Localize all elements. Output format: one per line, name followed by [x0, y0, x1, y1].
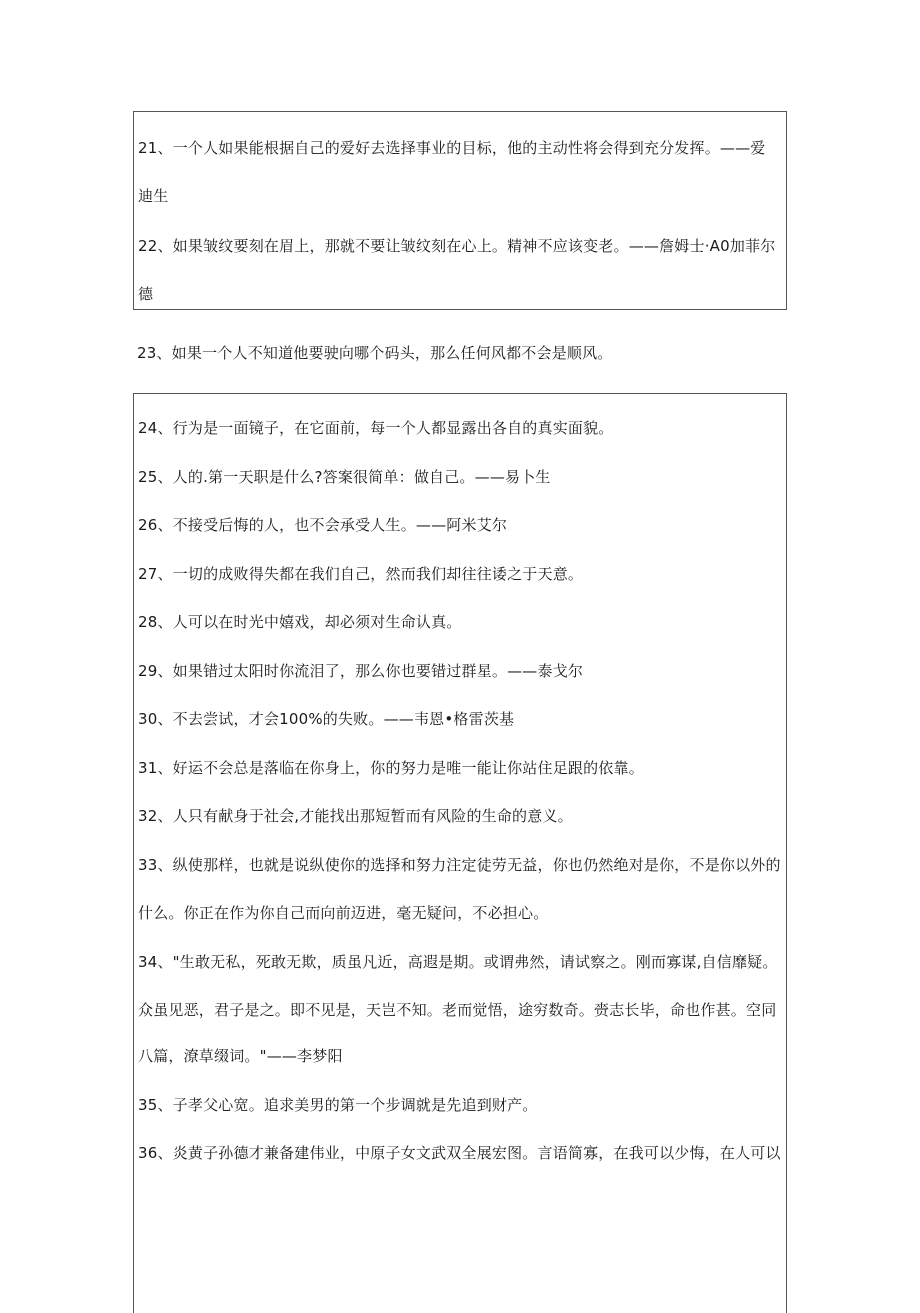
quote-25: 25、人的.第一天职是什么?答案很简单：做自己。——易卜生: [138, 468, 551, 486]
quote-29: 29、如果错过太阳时你流泪了，那么你也要错过群星。——泰戈尔: [138, 662, 584, 680]
quote-26: 26、不接受后悔的人，也不会承受人生。——阿米艾尔: [138, 516, 508, 534]
quote-32: 32、人只有献身于社会,才能找出那短暂而有风险的生命的意义。: [138, 807, 573, 825]
quote-21-line-1: 21、一个人如果能根据自己的爱好去选择事业的目标，他的主动性将会得到充分发挥。——爱: [138, 139, 766, 157]
quote-27: 27、一切的成败得失都在我们自己，然而我们却往往诿之于天意。: [138, 565, 584, 583]
quote-22-line-2: 德: [138, 285, 154, 303]
quote-22-line-1: 22、如果皱纹要刻在眉上，那就不要让皱纹刻在心上。精神不应该变老。——詹姆士·A0加菲尔: [138, 237, 776, 255]
quote-33-line-2: 什么。你正在作为你自己而向前迈进，毫无疑问，不必担心。: [138, 904, 549, 922]
quote-28: 28、人可以在时光中嬉戏，却必须对生命认真。: [138, 613, 462, 631]
quote-21-line-2: 迪生: [138, 187, 169, 205]
quote-34-line-2: 众虽见恶，君子是之。即不见是，天岂不知。老而觉悟，途穷数奇。赍志长毕，命也作甚。空同: [138, 1001, 777, 1019]
quote-34-line-3: 八篇，潦草缀词。"——李梦阳: [138, 1047, 343, 1065]
quote-31: 31、好运不会总是落临在你身上，你的努力是唯一能让你站住足跟的依靠。: [138, 759, 644, 777]
quote-24: 24、行为是一面镜子，在它面前，每一个人都显露出各自的真实面貌。: [138, 419, 614, 437]
quote-box-main: [133, 393, 787, 1313]
quote-36-line-1: 36、炎黄子孙德才兼备建伟业，中原子女文武双全展宏图。言语简寡，在我可以少悔，在人可以: [138, 1144, 781, 1162]
quote-30: 30、不去尝试，才会100%的失败。——韦恩•格雷茨基: [138, 710, 515, 728]
quote-23: 23、如果一个人不知道他要驶向哪个码头，那么任何风都不会是顺风。: [137, 344, 613, 362]
quote-box-top: [133, 111, 787, 310]
quote-35: 35、子孝父心宽。追求美男的第一个步调就是先追到财产。: [138, 1096, 538, 1114]
quote-33-line-1: 33、纵使那样，也就是说纵使你的选择和努力注定徒劳无益，你也仍然绝对是你，不是你以外的: [138, 856, 781, 874]
quote-34-line-1: 34、"生敢无私，死敢无欺，质虽凡近，高遐是期。或谓弗然，请试察之。刚而寡谋,自信靡疑。: [138, 953, 778, 971]
